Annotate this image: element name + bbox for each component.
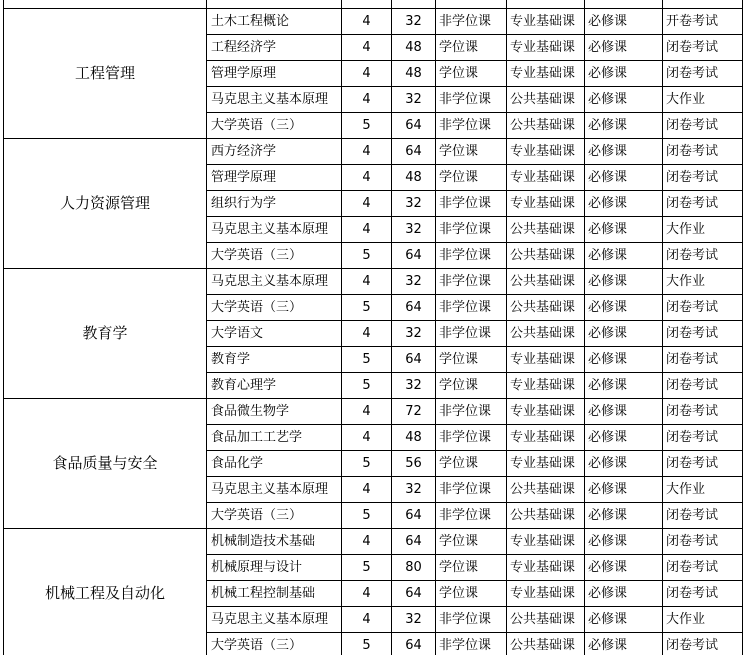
course-category-cell: 公共基础课 (507, 321, 585, 347)
course-name-cell: 马克思主义基本原理 (207, 269, 342, 295)
table-row (4, 529, 743, 555)
course-name-cell: 马克思主义基本原理 (207, 217, 342, 243)
requirement-cell: 必修课 (585, 373, 663, 399)
table-body (4, 0, 743, 655)
degree-type-cell: 非学位课 (436, 477, 507, 503)
exam-method-cell: 闭卷考试 (663, 555, 743, 581)
course-name-cell: 机械原理与设计 (207, 555, 342, 581)
credit-cell: 5 (342, 373, 392, 399)
exam-method-cell: 开卷考试 (663, 9, 743, 35)
requirement-cell: 必修课 (585, 295, 663, 321)
table-row (4, 269, 743, 295)
requirement-cell: 必修课 (585, 269, 663, 295)
degree-type-cell: 学位课 (436, 529, 507, 555)
degree-type-cell: 非学位课 (436, 269, 507, 295)
degree-type-cell: 学位课 (436, 555, 507, 581)
course-name-cell: 西方经济学 (207, 139, 342, 165)
exam-method-cell: 闭卷考试 (663, 35, 743, 61)
major-name-cell: 工程管理 (4, 9, 207, 139)
course-name-cell: 马克思主义基本原理 (207, 87, 342, 113)
course-category-cell: 公共基础课 (507, 503, 585, 529)
exam-method-cell: 闭卷考试 (663, 61, 743, 87)
course-category-cell: 专业基础课 (507, 35, 585, 61)
course-name-cell: 管理学原理 (207, 165, 342, 191)
exam-method-cell: 闭卷考试 (663, 243, 743, 269)
requirement-cell: 必修课 (585, 191, 663, 217)
course-category-cell: 专业基础课 (507, 451, 585, 477)
class-hours-cell: 64 (392, 581, 436, 607)
exam-method-cell: 闭卷考试 (663, 295, 743, 321)
class-hours-cell: 64 (392, 633, 436, 655)
credit-cell: 5 (342, 295, 392, 321)
requirement-cell: 必修课 (585, 399, 663, 425)
degree-type-cell: 非学位课 (436, 607, 507, 633)
exam-method-cell: 闭卷考试 (663, 191, 743, 217)
class-hours-cell: 64 (392, 243, 436, 269)
degree-type-cell: 非学位课 (436, 503, 507, 529)
course-category-cell: 专业基础课 (507, 555, 585, 581)
requirement-cell: 必修课 (585, 347, 663, 373)
class-hours-cell: 32 (392, 9, 436, 35)
class-hours-cell: 32 (392, 87, 436, 113)
requirement-cell: 必修课 (585, 633, 663, 655)
credit-cell: 5 (342, 503, 392, 529)
degree-type-cell: 学位课 (436, 581, 507, 607)
course-category-cell: 公共基础课 (507, 243, 585, 269)
exam-method-cell: 闭卷考试 (663, 451, 743, 477)
course-category-cell: 公共基础课 (507, 269, 585, 295)
exam-method-cell: 闭卷考试 (663, 373, 743, 399)
class-hours-cell: 48 (392, 425, 436, 451)
course-name-cell: 机械制造技术基础 (207, 529, 342, 555)
degree-type-cell: 学位课 (436, 451, 507, 477)
credit-cell: 4 (342, 399, 392, 425)
course-category-cell: 公共基础课 (507, 477, 585, 503)
course-category-cell: 公共基础课 (507, 295, 585, 321)
exam-method-cell: 闭卷考试 (663, 633, 743, 655)
requirement-cell: 必修课 (585, 581, 663, 607)
requirement-cell-clipped (585, 0, 663, 9)
course-table (3, 0, 743, 655)
degree-type-cell: 学位课 (436, 35, 507, 61)
requirement-cell: 必修课 (585, 87, 663, 113)
degree-type-cell: 非学位课 (436, 217, 507, 243)
credit-cell: 5 (342, 113, 392, 139)
course-category-cell: 专业基础课 (507, 139, 585, 165)
degree-type-cell: 非学位课 (436, 9, 507, 35)
course-name-cell: 管理学原理 (207, 61, 342, 87)
major-name-cell: 人力资源管理 (4, 139, 207, 269)
course-category-cell: 专业基础课 (507, 165, 585, 191)
degree-type-cell: 学位课 (436, 373, 507, 399)
credit-cell: 4 (342, 607, 392, 633)
class-hours-cell: 56 (392, 451, 436, 477)
course-name-cell: 组织行为学 (207, 191, 342, 217)
class-hours-cell: 64 (392, 139, 436, 165)
exam-method-cell: 闭卷考试 (663, 399, 743, 425)
exam-method-cell: 大作业 (663, 87, 743, 113)
exam-method-cell: 闭卷考试 (663, 529, 743, 555)
credit-cell: 5 (342, 243, 392, 269)
exam-method-cell: 闭卷考试 (663, 425, 743, 451)
class-hours-cell: 32 (392, 217, 436, 243)
class-hours-cell: 32 (392, 321, 436, 347)
class-hours-cell: 48 (392, 165, 436, 191)
requirement-cell: 必修课 (585, 451, 663, 477)
exam-method-cell: 闭卷考试 (663, 503, 743, 529)
credit-cell: 4 (342, 477, 392, 503)
exam-method-cell: 大作业 (663, 607, 743, 633)
degree-type-cell: 非学位课 (436, 295, 507, 321)
class-hours-cell: 64 (392, 113, 436, 139)
table-row (4, 399, 743, 425)
requirement-cell: 必修课 (585, 607, 663, 633)
requirement-cell: 必修课 (585, 165, 663, 191)
requirement-cell: 必修课 (585, 321, 663, 347)
course-name-cell: 大学英语（三） (207, 633, 342, 655)
course-name-cell: 工程经济学 (207, 35, 342, 61)
course-name-cell: 机械工程控制基础 (207, 581, 342, 607)
course-category-cell: 公共基础课 (507, 87, 585, 113)
requirement-cell: 必修课 (585, 425, 663, 451)
degree-type-cell: 学位课 (436, 61, 507, 87)
class-hours-cell: 32 (392, 477, 436, 503)
course-name-cell: 教育心理学 (207, 373, 342, 399)
class-hours-cell-clipped (392, 0, 436, 9)
credit-cell: 4 (342, 321, 392, 347)
course-name-cell: 土木工程概论 (207, 9, 342, 35)
course-category-cell: 公共基础课 (507, 607, 585, 633)
credit-cell: 4 (342, 87, 392, 113)
class-hours-cell: 64 (392, 295, 436, 321)
requirement-cell: 必修课 (585, 35, 663, 61)
requirement-cell: 必修课 (585, 477, 663, 503)
course-name-cell: 马克思主义基本原理 (207, 607, 342, 633)
requirement-cell: 必修课 (585, 529, 663, 555)
credit-cell: 4 (342, 61, 392, 87)
course-category-cell: 专业基础课 (507, 399, 585, 425)
course-category-cell: 公共基础课 (507, 113, 585, 139)
course-category-cell: 专业基础课 (507, 373, 585, 399)
degree-type-cell-clipped (436, 0, 507, 9)
requirement-cell: 必修课 (585, 555, 663, 581)
course-category-cell: 专业基础课 (507, 425, 585, 451)
class-hours-cell: 64 (392, 529, 436, 555)
credit-cell: 5 (342, 555, 392, 581)
class-hours-cell: 64 (392, 347, 436, 373)
course-name-cell: 大学英语（三） (207, 113, 342, 139)
course-name-cell-clipped (207, 0, 342, 9)
class-hours-cell: 72 (392, 399, 436, 425)
exam-method-cell-clipped (663, 0, 743, 9)
credit-cell: 5 (342, 451, 392, 477)
course-name-cell: 大学英语（三） (207, 243, 342, 269)
degree-type-cell: 非学位课 (436, 633, 507, 655)
requirement-cell: 必修课 (585, 139, 663, 165)
exam-method-cell: 闭卷考试 (663, 347, 743, 373)
credit-cell: 4 (342, 139, 392, 165)
exam-method-cell: 闭卷考试 (663, 581, 743, 607)
table-row (4, 139, 743, 165)
course-category-cell: 公共基础课 (507, 633, 585, 655)
major-name-cell: 食品质量与安全 (4, 399, 207, 529)
degree-type-cell: 非学位课 (436, 191, 507, 217)
course-category-cell: 专业基础课 (507, 61, 585, 87)
credit-cell: 4 (342, 35, 392, 61)
course-name-cell: 马克思主义基本原理 (207, 477, 342, 503)
credit-cell: 4 (342, 165, 392, 191)
class-hours-cell: 32 (392, 191, 436, 217)
credit-cell: 4 (342, 9, 392, 35)
major-cell-clipped (4, 0, 207, 9)
degree-type-cell: 非学位课 (436, 87, 507, 113)
credit-cell: 4 (342, 581, 392, 607)
requirement-cell: 必修课 (585, 243, 663, 269)
credit-cell: 4 (342, 529, 392, 555)
degree-type-cell: 非学位课 (436, 399, 507, 425)
credit-cell: 4 (342, 269, 392, 295)
exam-method-cell: 大作业 (663, 217, 743, 243)
exam-method-cell: 大作业 (663, 269, 743, 295)
degree-type-cell: 学位课 (436, 347, 507, 373)
degree-type-cell: 非学位课 (436, 243, 507, 269)
requirement-cell: 必修课 (585, 217, 663, 243)
exam-method-cell: 闭卷考试 (663, 321, 743, 347)
exam-method-cell: 闭卷考试 (663, 139, 743, 165)
course-name-cell: 食品化学 (207, 451, 342, 477)
credit-cell-clipped (342, 0, 392, 9)
class-hours-cell: 32 (392, 373, 436, 399)
class-hours-cell: 64 (392, 503, 436, 529)
credit-cell: 4 (342, 217, 392, 243)
major-name-cell: 机械工程及自动化 (4, 529, 207, 655)
major-name-cell: 教育学 (4, 269, 207, 399)
degree-type-cell: 非学位课 (436, 113, 507, 139)
course-name-cell: 食品微生物学 (207, 399, 342, 425)
credit-cell: 4 (342, 425, 392, 451)
table-row-clipped (4, 0, 743, 9)
credit-cell: 4 (342, 191, 392, 217)
course-category-cell: 专业基础课 (507, 529, 585, 555)
course-name-cell: 大学语文 (207, 321, 342, 347)
degree-type-cell: 学位课 (436, 139, 507, 165)
class-hours-cell: 32 (392, 607, 436, 633)
course-category-cell: 专业基础课 (507, 191, 585, 217)
course-name-cell: 食品加工工艺学 (207, 425, 342, 451)
course-category-cell: 公共基础课 (507, 217, 585, 243)
course-name-cell: 大学英语（三） (207, 295, 342, 321)
course-category-cell: 专业基础课 (507, 347, 585, 373)
table-row (4, 9, 743, 35)
course-category-cell: 专业基础课 (507, 9, 585, 35)
credit-cell: 5 (342, 347, 392, 373)
requirement-cell: 必修课 (585, 113, 663, 139)
degree-type-cell: 非学位课 (436, 321, 507, 347)
degree-type-cell: 非学位课 (436, 425, 507, 451)
degree-type-cell: 学位课 (436, 165, 507, 191)
course-name-cell: 教育学 (207, 347, 342, 373)
exam-method-cell: 闭卷考试 (663, 165, 743, 191)
class-hours-cell: 80 (392, 555, 436, 581)
course-category-cell: 专业基础课 (507, 581, 585, 607)
requirement-cell: 必修课 (585, 503, 663, 529)
exam-method-cell: 大作业 (663, 477, 743, 503)
requirement-cell: 必修课 (585, 61, 663, 87)
course-category-cell-clipped (507, 0, 585, 9)
exam-method-cell: 闭卷考试 (663, 113, 743, 139)
requirement-cell: 必修课 (585, 9, 663, 35)
class-hours-cell: 48 (392, 35, 436, 61)
class-hours-cell: 48 (392, 61, 436, 87)
credit-cell: 5 (342, 633, 392, 655)
course-name-cell: 大学英语（三） (207, 503, 342, 529)
class-hours-cell: 32 (392, 269, 436, 295)
